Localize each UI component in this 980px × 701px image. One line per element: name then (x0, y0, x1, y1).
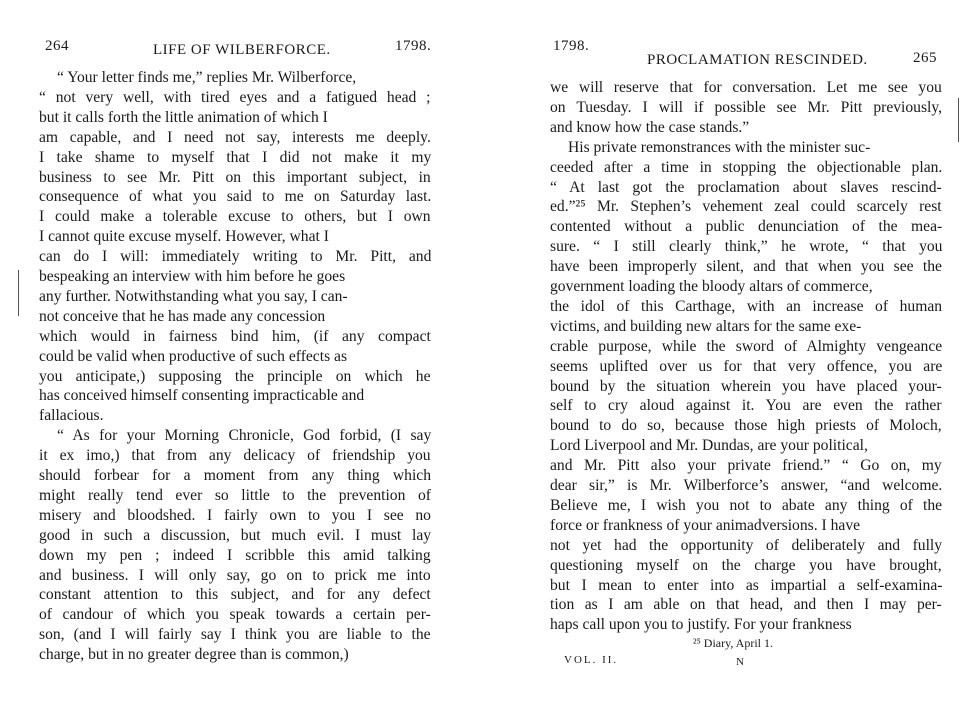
text-line: you anticipate,) supposing the principle on which he (39, 367, 431, 385)
left-page-number: 264 (45, 38, 69, 54)
text-line: have been improperly silent, and that when you see the (550, 258, 942, 276)
text-line: questioning myself on the charge you have brought, (550, 556, 942, 574)
text-line: consequence of what you said to me on Saturday last. (39, 188, 432, 206)
text-line: Believe me, I wish you not to abate any thing of the (550, 496, 943, 514)
text-line: misery and bloodshed. I fairly own to you I see no (39, 506, 431, 524)
text-line: Lord Liverpool and Mr. Dundas, are your political, (550, 437, 868, 455)
text-line: ed.”²⁵ Mr. Stephen’s vehement zeal could scarcely rest (550, 198, 942, 216)
text-line: I could make a tolerable excuse to others, but I own (39, 208, 431, 226)
text-line: but I mean to enter into as impartial a self-examina- (550, 576, 943, 594)
text-line: not conceive that he has made any concession (39, 307, 326, 325)
right-page-number: 265 (913, 50, 937, 66)
text-line: bespeaking an interview with him before he goes (39, 268, 346, 285)
text-line: not yet had the opportunity of deliberately and fully (550, 536, 943, 554)
text-line: “ As for your Morning Chronicle, God forbid, (I say (57, 427, 432, 445)
text-line: contented without a public denunciation of the mea- (550, 218, 943, 236)
text-line: sure. “ I still clearly think,” he wrote, “ that you (550, 238, 943, 256)
text-line: and know how the case stands.” (550, 118, 750, 136)
text-line: has conceived himself consenting impracticable and (39, 387, 365, 405)
text-line: we will reserve that for conversation. Let me see you (550, 79, 942, 96)
text-line: haps call upon you to justify. For your frankness (550, 616, 852, 634)
margin-mark (18, 270, 19, 316)
left-year: 1798. (395, 38, 432, 54)
text-line: could be valid when productive of such effects as (39, 347, 348, 365)
text-line: of candour of which you speak towards a certain per- (39, 606, 431, 624)
text-line: on Tuesday. I will if possible see Mr. Pitt previously, (550, 98, 943, 116)
signature-mark: N (736, 656, 746, 668)
text-line: which would in fairness bind him, (if any compact (39, 327, 431, 345)
text-line: “ Your letter finds me,” replies Mr. Wilberforce, (57, 69, 357, 86)
right-year: 1798. (553, 38, 590, 54)
text-line: “ At last got the proclamation about slaves rescind- (550, 178, 942, 196)
text-line: bound by the situation wherein you have placed your- (550, 377, 942, 395)
text-line: might really tend ever so little to the prevention of (39, 486, 431, 504)
left-page (0, 0, 480, 701)
text-line: I cannot quite excuse myself. However, what I (39, 228, 329, 246)
right-page (490, 0, 980, 701)
text-line: any further. Notwithstanding what you say, I can- (39, 287, 348, 305)
text-line: am capable, and I need not say, interests me deeply. (39, 128, 431, 146)
text-line: self to cry aloud against it. You are even the rather (550, 397, 942, 415)
text-line: it ex imo,) that from any delicacy of friendship you (39, 447, 431, 465)
text-line: constant attention to this subject, and for any defect (39, 586, 431, 604)
right-running-title: PROCLAMATION RESCINDED. (647, 52, 868, 68)
text-line: should forbear for a moment from any thing which (39, 467, 431, 484)
text-line: I take shame to myself that I did not make it my (39, 148, 432, 166)
text-line: tion as I am able on that head, and then I may per- (550, 596, 942, 614)
volume-mark: VOL. II. (564, 654, 619, 666)
text-line: son, (and I will fairly say I think you are liable to the (39, 626, 431, 644)
footnote: ²⁵ Diary, April 1. (693, 636, 773, 650)
text-line: down my pen ; indeed I scribble this amid talking (39, 546, 431, 564)
text-line: government loading the bloody altars of commerce, (550, 278, 873, 295)
text-line: business to see Mr. Pitt on this important subject, in (39, 168, 431, 186)
text-line: victims, and building new altars for the same exe- (550, 317, 862, 335)
text-line: crable purpose, while the sword of Almighty vengeance (550, 337, 943, 355)
text-line: seems uplifted over us for that very offence, you are (550, 357, 943, 375)
text-line: but it calls forth the little animation of which I (39, 108, 328, 126)
text-line: and business. I will only say, go on to prick me into (39, 566, 431, 584)
text-line: charge, but in no greater degree than is common,) (39, 646, 349, 664)
text-line: can do I will: immediately writing to Mr. Pitt, and (39, 248, 432, 266)
text-line: His private remonstrances with the minister suc- (568, 138, 871, 156)
text-line: and Mr. Pitt also your private friend.” “ Go on, my (550, 457, 942, 475)
text-line: bound to do so, because those high priests of Moloch, (550, 417, 942, 435)
text-line: good in such a discussion, but much evil. I must lay (39, 526, 432, 544)
text-line: the idol of this Carthage, with an increase of human (550, 297, 943, 315)
text-line: dear sir,” is Mr. Wilberforce’s answer, “and welcome. (550, 477, 943, 494)
left-running-title: LIFE OF WILBERFORCE. (153, 42, 331, 58)
text-line: ceeded after a time in stopping the objectionable plan. (550, 158, 943, 176)
text-line: force or frankness of your animadversions. I have (550, 516, 861, 534)
text-line: “ not very well, with tired eyes and a fatigued head ; (39, 88, 431, 106)
text-line: fallacious. (39, 407, 104, 425)
